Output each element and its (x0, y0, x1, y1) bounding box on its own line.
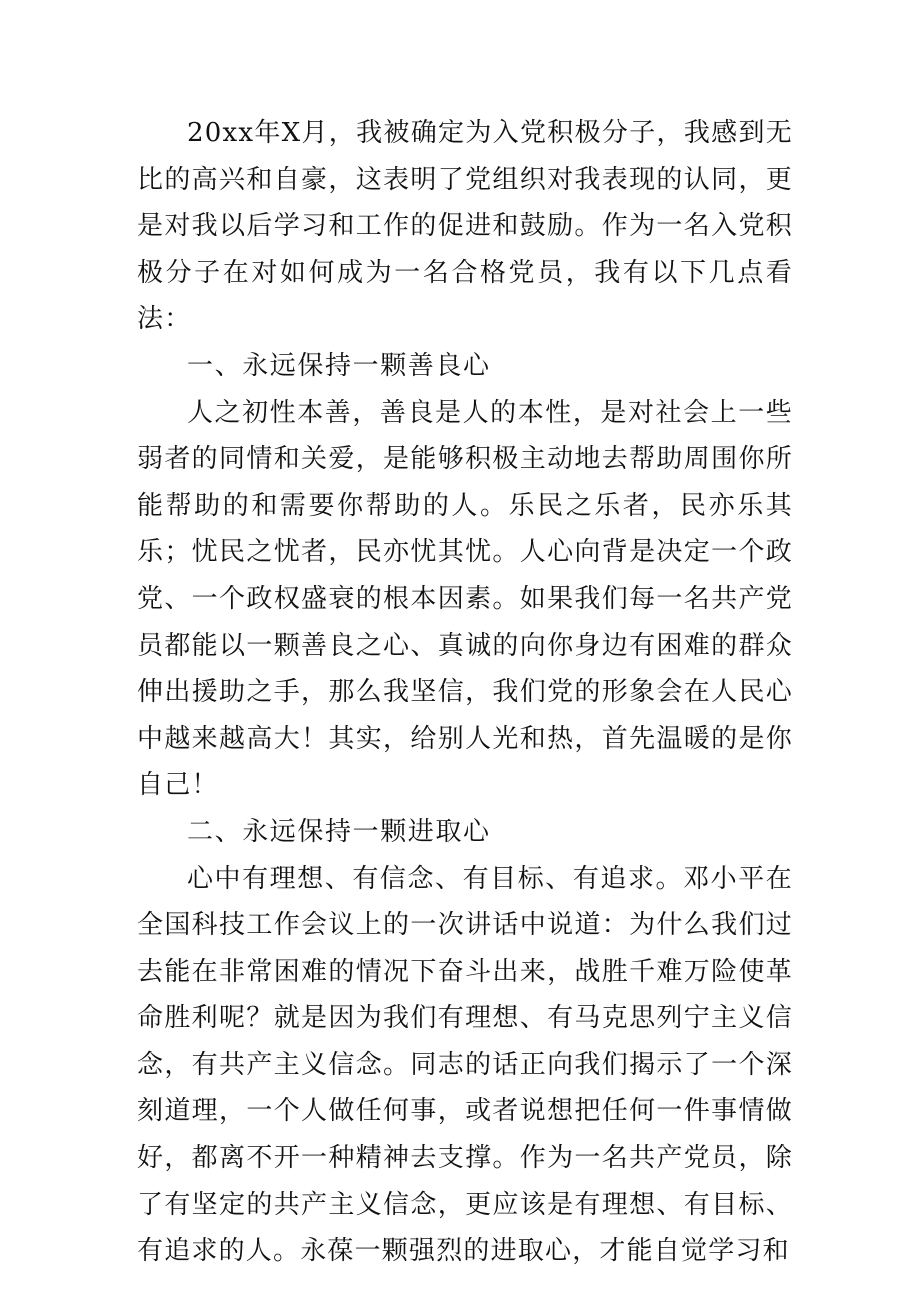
kindness-paragraph: 人之初性本善，善良是人的本性，是对社会上一些弱者的同情和关爱，是能够积极主动地去帮助周围你所能帮助的和需要你帮助的人。乐民之乐者，民亦乐其乐；忧民之忧者，民亦忧其忧。人心向背是决定一个政党、一个政权盛衰的根本因素。如果我们每一名共产党员都能以一颗善良之心、真诚的向你身边有困难的群众伸出援助之手，那么我坚信，我们党的形象会在人民心中越来越高大！其实，给别人光和热，首先温暖的是你自己！ (137, 397, 793, 801)
intro-paragraph: 20xx年X月，我被确定为入党积极分子，我感到无比的高兴和自豪，这表明了党组织对我表现的认同，更是对我以后学习和工作的促进和鼓励。作为一名入党积极分子在对如何成为一名合格党员，我有以下几点看法： (137, 118, 793, 335)
ambition-paragraph: 心中有理想、有信念、有目标、有追求。邓小平在全国科技工作会议上的一次讲话中说道：为什么我们过去能在非常困难的情况下奋斗出来，战胜千难万险使革命胜利呢？就是因为我们有理想、有马克思列宁主义信念，有共产主义信念。同志的话正向我们揭示了一个深刻道理，一个人做任何事，或者说想把任何一件事情做好，都离不开一种精神去支撑。作为一名共产党员，除了有坚定的共产主义信念，更应该是有理想、有目标、有追求的人。永葆一颗强烈的进取心，才能自觉学习和 (137, 863, 793, 1267)
section-heading-kindness: 一、永远保持一颗善良心 (187, 350, 491, 381)
document-body (137, 110, 793, 1275)
section-heading-ambition: 二、永远保持一颗进取心 (187, 816, 491, 847)
